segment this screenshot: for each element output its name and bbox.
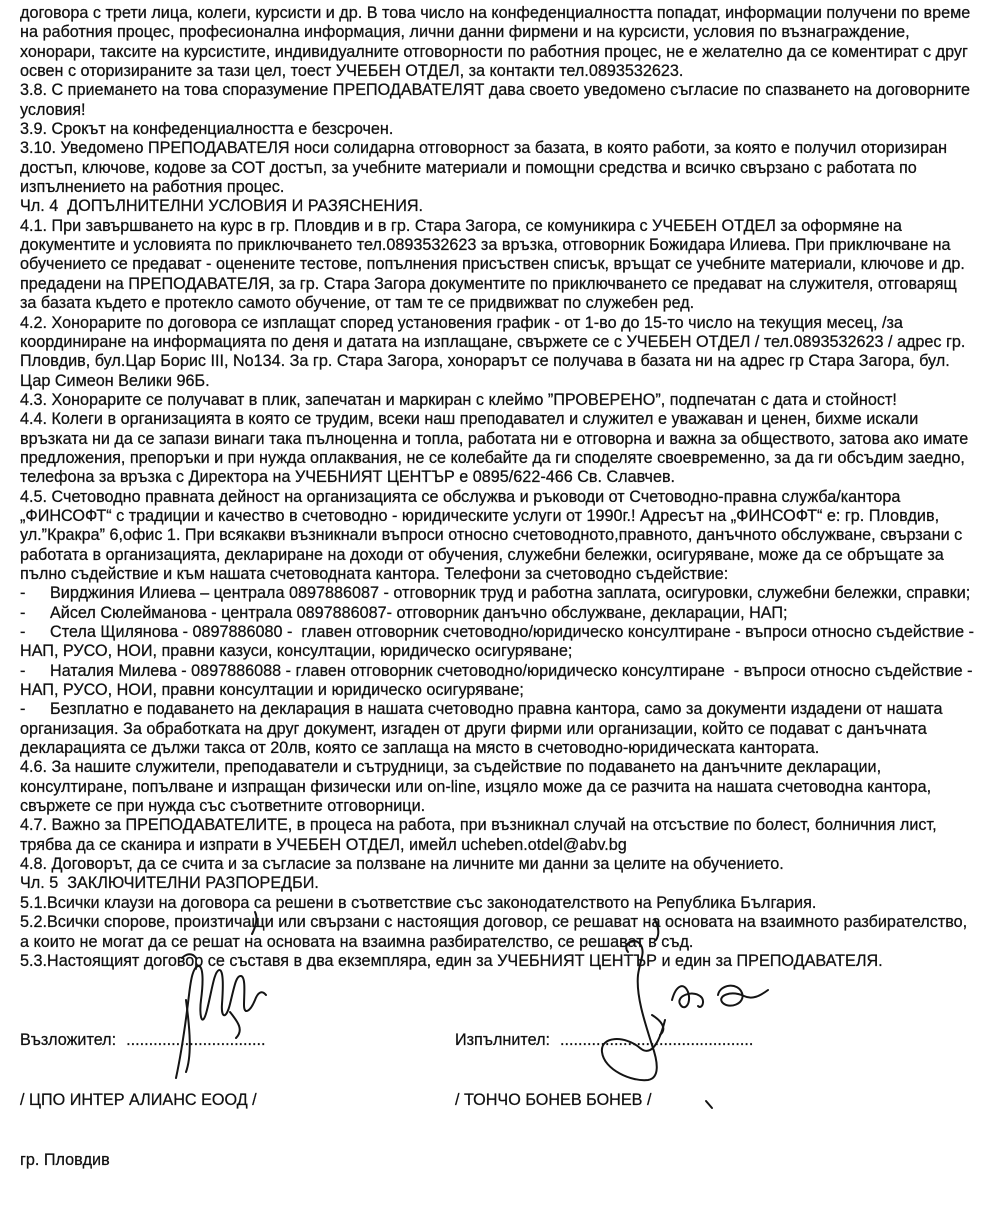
clause-4-8-line: 4.8. Договорът, да се счита и за съгласие за ползване на личните ми данни за целите на обучението. <box>20 855 784 874</box>
contact-continuation: НАП, РУСО, НОИ, правни казуси, консултации, юридическо осигуряване; <box>20 642 573 661</box>
clause-5-1-line: 5.1.Всички клаузи на договора са решени в съответствие със законодателството на Република България. <box>20 893 817 912</box>
clause-4-2-line: Пловдив, бул.Цар Борис III, No134. За гр. Стара Загора, хонорарът се получава в базата ни на адрес гр Стара Загора, бул. <box>20 352 950 371</box>
clause-4-5-line: работата в организацията, деклариране на доходи от обучения, служебни бележки, осигуряване, може да се обръщате за <box>20 545 944 564</box>
clause-3-10-line: достъп, ключове, кодове за СОТ достъп, за учебните материали и помощни средства и всичко свързано с работата по <box>20 158 917 177</box>
clause-4-4-line: връзката ни да се запази винаги така пълноценна и топла, работата ни е отговорна и важна за обществото, затова ако имате <box>20 429 969 448</box>
clause-3-10-line: 3.10. Уведомено ПРЕПОДАВАТЕЛЯ носи солидарна отговорност за базата, в която работи, за която е получил оторизиран <box>20 139 948 158</box>
contact-text: Стела Щилянова - 0897886080 - главен отговорник счетоводно/юридическо консултиране - въпроси относно съдействие - <box>50 623 974 641</box>
clause-4-3-line: 4.3. Хонорарите се получават в плик, запечатан и маркиран с клеймо ”ПРОВЕРЕНО”, подпечатан с дата и стойност! <box>20 390 897 409</box>
clause-4-2-line: координиране на информацията по деня и датата на изплащане, свържете се с УЧЕБЕН ОТДЕЛ / тел.0893532623 / адрес гр. <box>20 332 966 351</box>
clause-3-7-line: освен с оторизираните за тази цел, тоест УЧЕБЕН ОТДЕЛ, за контакти тел.0893532623. <box>20 62 684 81</box>
article-5-heading: Чл. 5 ЗАКЛЮЧИТЕЛНИ РАЗПОРЕДБИ. <box>20 874 319 893</box>
contact-continuation: организация. За обработката на друг документ, изгаден от други фирми или организации, който се подават с данъчната <box>20 719 927 738</box>
assignor-row <box>20 1030 266 1050</box>
assignor-label: Възложител: <box>20 1031 117 1049</box>
contact-continuation: НАП, РУСО, НОИ, правни консултации и юридическо осигуряване; <box>20 681 524 700</box>
clause-5-2-line: а които не могат да се решат на основата на взаимна разбирателство, се решават в съд. <box>20 932 694 951</box>
clause-3-7-line: на работния процес, професионална информация, лични данни фирмени и на курсисти, условия по възнаграждение, <box>20 23 910 42</box>
contact-item <box>20 584 995 603</box>
clause-4-2-line: Цар Симеон Велики 96Б. <box>20 371 210 390</box>
clause-4-1-line: обучението се предават - оценените тестове, попълнения присъствен списък, връщат се учебните материали, ключове и др. <box>20 255 965 274</box>
contractor-block <box>455 990 753 1150</box>
clause-4-6-line: 4.6. За нашите служители, преподаватели и сътрудници, за съдействие по подаването на данъчните декларации, <box>20 758 882 777</box>
clause-4-5-line: 4.5. Счетоводно правната дейност на организацията се обслужва и ръководи от Счетоводно-правна служба/кантора <box>20 487 901 506</box>
contractor-signature-line: ........................................... <box>560 1031 754 1049</box>
contact-text: Наталия Милева - 0897886088 - главен отговорник счетоводно/юридическо консултиране - въпроси относно съдействие - <box>50 661 973 680</box>
clause-3-9-line: 3.9. Срокът на конфеденциалността е безсрочен. <box>20 120 394 139</box>
contractor-row <box>455 1030 753 1050</box>
bullet-marker: - <box>20 700 26 719</box>
bullet-marker: - <box>20 584 26 603</box>
assignor-block <box>20 990 266 1210</box>
clause-4-5-line: пълно съдействие и към нашата счетоводната кантора. Телефони за счетоводно съдействие: <box>20 564 729 583</box>
bullet-marker: - <box>20 603 26 622</box>
contact-continuation: декларацията се дължи такса от 20лв, която се заплаща на място в счетоводно-юридическата кантората. <box>20 739 820 758</box>
contact-item <box>20 623 995 642</box>
assignor-signature-line: ............................... <box>126 1031 266 1049</box>
clause-5-3-line: 5.3.Настоящият договор се съставя в два екземпляра, един за УЧЕБНИЯТ ЦЕНТЪР и един за ПРЕПОДАВАТЕЛЯ. <box>20 951 883 970</box>
clause-4-6-line: свържете се при нужда със съответните отговорници. <box>20 797 426 816</box>
clause-4-4-line: 4.4. Колеги в организацията в която се трудим, всеки наш преподавател и служител е уважаван и ценен, бихме искали <box>20 410 919 429</box>
contact-item <box>20 662 995 681</box>
clause-3-7-line: договора с трети лица, колеги, курсисти и др. В това число на конфеденциалността попадат, информации получени по време <box>20 4 971 22</box>
clause-3-10-line: изпълнението на работния процес. <box>20 178 285 197</box>
clause-4-4-line: предложения, препоръки и при нужда оплаквания, не се колебайте да ги споделяте своевременно, за да ги обсъдим заедно, <box>20 448 965 467</box>
clause-5-2-line: 5.2.Всички спорове, произтичащи или свързани с настоящия договор, се решават на основата на взаимното разбирателство, <box>20 913 968 932</box>
assignor-city: гр. Пловдив <box>20 1151 110 1169</box>
contact-text: Безплатно е подаването на декларация в нашата счетоводно правна кантора, само за документи издадени от нашата <box>50 700 943 719</box>
bullet-marker: - <box>20 661 26 680</box>
clause-3-8-line: 3.8. С приемането на това споразумение ПРЕПОДАВАТЕЛЯТ дава своето уведомено съгласие по спазването на договорните <box>20 81 970 100</box>
contractor-label: Изпълнител: <box>455 1031 551 1049</box>
clause-4-1-line: предадени на ПРЕПОДАВАТЕЛЯ, за гр. Стара Загора документите по приключването се предават на служителя, отговарящ <box>20 274 957 293</box>
clause-4-1-line: за базата където е протекло самото обучение, от там те се придвижват по служебен ред. <box>20 294 695 313</box>
clause-4-5-line: ул.”Кракра” 6,офис 1. При всякакви възникнали въпроси относно счетоводното,правното, данъчното обслужване, свързани с <box>20 526 963 545</box>
bullet-marker: - <box>20 623 26 641</box>
clause-4-6-line: консултиране, попълване и изпращан физически или on-line, изцяло може да се разчита на нашата счетоводна кантора, <box>20 777 932 796</box>
contact-item <box>20 700 995 719</box>
contact-text: Айсел Сюлейманова - централа 0897886087- отговорник данъчно обслужване, декларации, НАП; <box>50 603 788 622</box>
clause-4-2-line: 4.2. Хонорарите по договора се изплащат според установения график - от 1-во до 15-то число на текущия месец, /за <box>20 313 903 332</box>
clause-4-7-line: трябва да се сканира и изпрати в УЧЕБЕН ОТДЕЛ, имейл ucheben.otdel@abv.bg <box>20 835 627 854</box>
clause-4-1-line: 4.1. При завършването на курс в гр. Пловдив и в гр. Стара Загора, се комуникира с УЧЕБЕН ОТДЕЛ за оформяне на <box>20 216 902 235</box>
clause-3-8-line: условия! <box>20 100 86 119</box>
clause-4-5-line: „ФИНСОФТ“ с традиции и качество в счетоводно - юридическите услуги от 1990г.! Адресът на „ФИНСОФТ“ е: гр. Пловдив, <box>20 506 940 525</box>
clause-4-4-line: телефона за връзка с Директора на УЧЕБНИЯТ ЦЕНТЪР е 0895/622-466 Св. Славчев. <box>20 468 676 487</box>
contact-text: Вирджиния Илиева – централа 0897886087 - отговорник труд и работна заплата, осигуровки, служебни бележки, справки; <box>50 584 971 603</box>
contact-item <box>20 604 995 623</box>
clause-3-7-line: хонорари, таксите на курсистите, индивидуалните отговорности по работния процес, не е желателно да се коментират с друг <box>20 42 968 61</box>
clause-4-7-line: 4.7. Важно за ПРЕПОДАВАТЕЛИТЕ, в процеса на работа, при възникнал случай на отсъствие по болест, болничния лист, <box>20 816 937 835</box>
contractor-name: / ТОНЧО БОНЕВ БОНЕВ / <box>455 1091 652 1109</box>
clause-4-1-line: документите и условията по приключването тел.0893532623 за връзка, отговорник Божидара Илиева. При приключване на <box>20 236 951 255</box>
article-4-heading: Чл. 4 ДОПЪЛНИТЕЛНИ УСЛОВИЯ И РАЗЯСНЕНИЯ. <box>20 197 424 216</box>
contract-body <box>20 4 995 971</box>
assignor-name: / ЦПО ИНТЕР АЛИАНС ЕООД / <box>20 1091 257 1109</box>
